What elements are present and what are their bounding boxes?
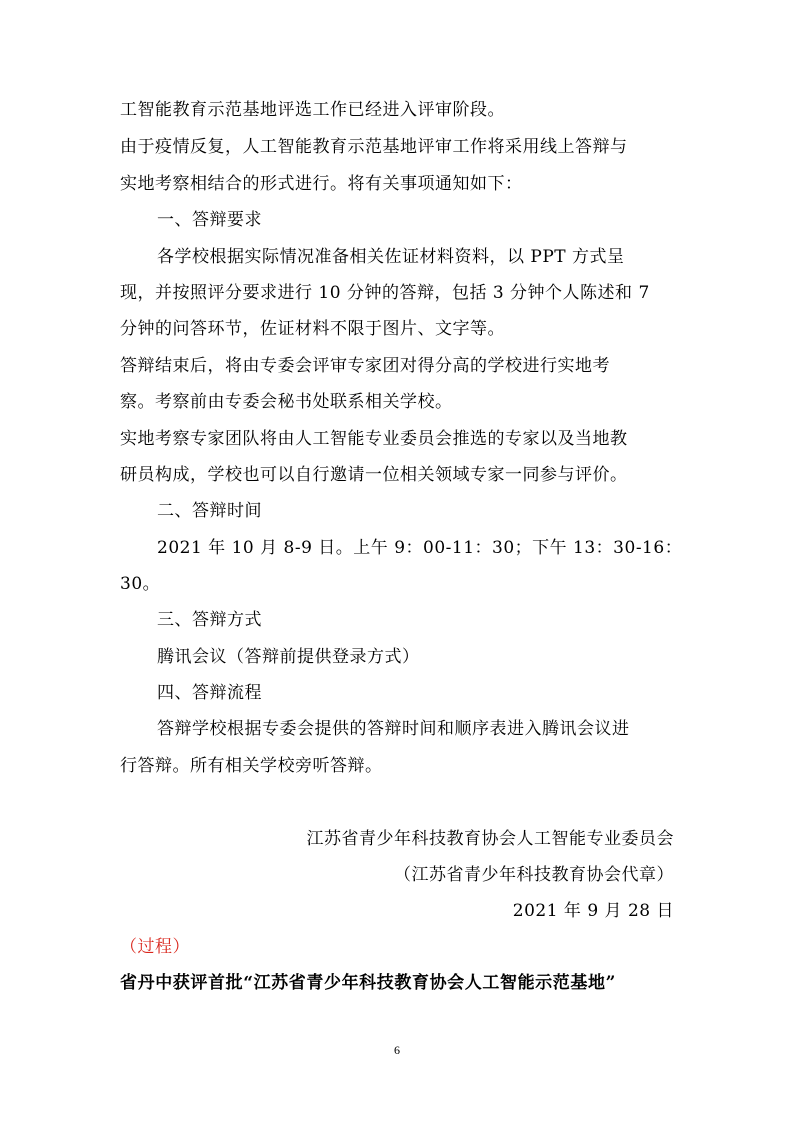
page-number: 6 — [394, 1043, 400, 1057]
headline: 省丹中获评首批“江苏省青少年科技教育协会人工智能示范基地” — [120, 973, 616, 993]
paragraph-line: 分钟的问答环节，佐证材料不限于图片、文字等。 — [120, 319, 505, 339]
section-heading-process: 四、答辩流程 — [157, 683, 262, 703]
section-heading-time: 二、答辩时间 — [157, 501, 262, 521]
section-label: （过程） — [120, 937, 190, 957]
paragraph-line: 答辩结束后，将由专委会评审专家团对得分高的学校进行实地考 — [120, 356, 610, 376]
signature-seal-note: （江苏省青少年科技教育协会代章） — [394, 865, 674, 885]
paragraph-line: 30。 — [120, 574, 161, 594]
paragraph-line: 2021 年 10 月 8-9 日。上午 9：00-11：30；下午 13：30-16： — [157, 538, 683, 558]
paragraph-line: 实地考察专家团队将由人工智能专业委员会推选的专家以及当地教 — [120, 429, 628, 449]
paragraph-line: 察。考察前由专委会秘书处联系相关学校。 — [120, 392, 453, 412]
section-heading-requirements: 一、答辩要求 — [157, 210, 262, 230]
paragraph-line: 研员构成，学校也可以自行邀请一位相关领域专家一同参与评价。 — [120, 465, 628, 485]
paragraph-line: 实地考察相结合的形式进行。将有关事项通知如下： — [120, 174, 523, 194]
paragraph-line: 由于疫情反复，人工智能教育示范基地评审工作将采用线上答辩与 — [120, 137, 628, 157]
paragraph-line: 工智能教育示范基地评选工作已经进入评审阶段。 — [120, 100, 505, 120]
paragraph-line: 各学校根据实际情况准备相关佐证材料资料，以 PPT 方式呈 — [157, 247, 625, 267]
signature-date: 2021 年 9 月 28 日 — [512, 901, 674, 921]
paragraph-line: 现，并按照评分要求进行 10 分钟的答辩，包括 3 分钟个人陈述和 7 — [120, 283, 650, 303]
paragraph-line: 答辩学校根据专委会提供的答辩时间和顺序表进入腾讯会议进 — [157, 719, 630, 739]
section-heading-method: 三、答辩方式 — [157, 610, 262, 630]
paragraph-line: 行答辩。所有相关学校旁听答辩。 — [120, 756, 383, 776]
paragraph-line: 腾讯会议（答辩前提供登录方式） — [157, 647, 420, 667]
signature-org: 江苏省青少年科技教育协会人工智能专业委员会 — [306, 829, 674, 849]
